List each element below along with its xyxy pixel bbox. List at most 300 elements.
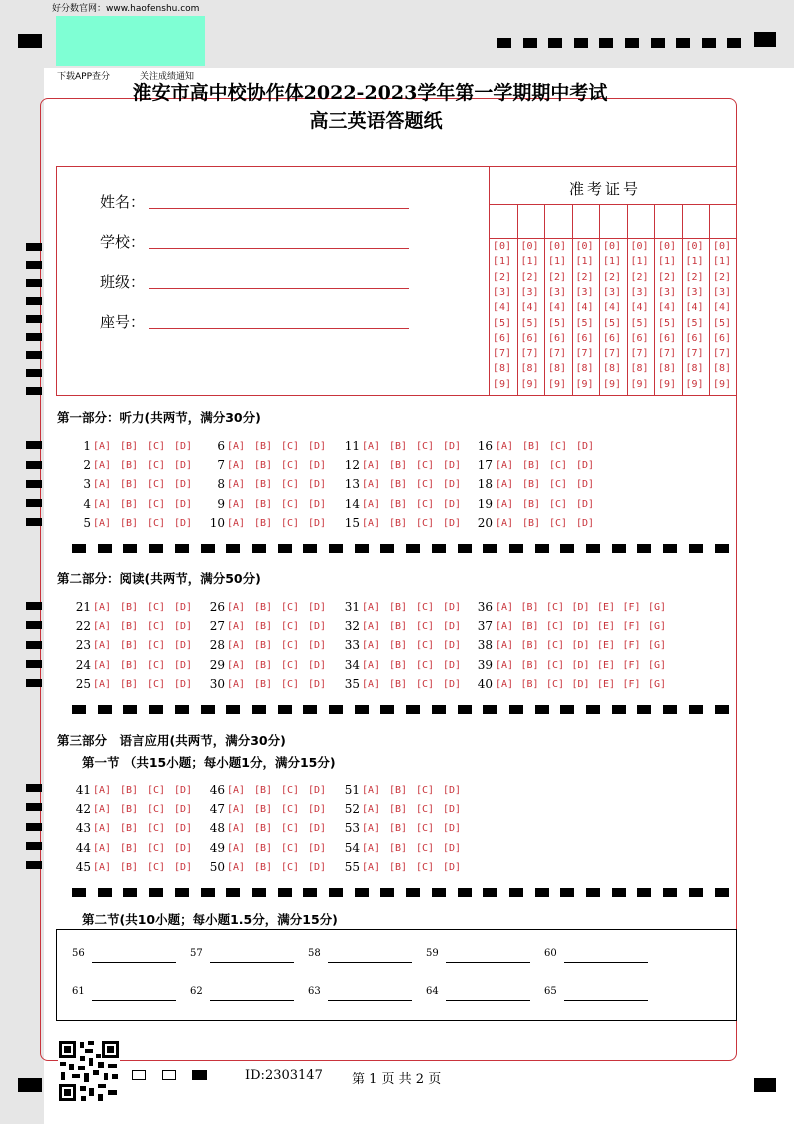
answer-bubble[interactable]: [D] — [576, 441, 595, 452]
answer-bubble[interactable]: [C] — [416, 823, 435, 835]
answer-bubble[interactable]: [D] — [443, 861, 462, 873]
answer-bubble[interactable]: [B] — [389, 678, 408, 690]
answer-bubble[interactable]: [C] — [546, 621, 565, 633]
digit-bubble[interactable]: [4] — [685, 302, 704, 314]
answer-bubble[interactable]: [A] — [362, 659, 381, 671]
digit-bubble[interactable]: [8] — [493, 363, 512, 375]
answer-bubble[interactable]: [E] — [597, 640, 616, 652]
answer-bubble[interactable]: [C] — [281, 659, 300, 671]
answer-bubble[interactable]: [C] — [416, 678, 435, 690]
answer-bubble[interactable]: [B] — [254, 441, 273, 452]
fill-answer-line[interactable] — [210, 1000, 294, 1001]
digit-bubble[interactable]: [9] — [713, 378, 732, 390]
answer-bubble[interactable]: [B] — [254, 460, 273, 472]
digit-bubble[interactable]: [2] — [630, 271, 649, 283]
answer-bubble[interactable]: [D] — [174, 441, 193, 452]
digit-bubble[interactable]: [8] — [603, 363, 622, 375]
fill-answer-line[interactable] — [210, 962, 294, 963]
answer-bubble[interactable]: [A] — [227, 861, 246, 873]
answer-bubble[interactable]: [A] — [227, 498, 246, 510]
answer-bubble[interactable]: [A] — [227, 602, 246, 613]
answer-bubble[interactable]: [B] — [120, 842, 139, 854]
answer-bubble[interactable]: [C] — [549, 441, 568, 452]
answer-bubble[interactable]: [B] — [520, 640, 539, 652]
answer-bubble[interactable]: [C] — [281, 621, 300, 633]
answer-bubble[interactable]: [B] — [389, 621, 408, 633]
answer-bubble[interactable]: [B] — [254, 621, 273, 633]
download-app-link[interactable]: 下载APP查分 — [57, 72, 111, 82]
answer-bubble[interactable]: [A] — [227, 517, 246, 529]
answer-bubble[interactable]: [C] — [147, 842, 166, 854]
answer-bubble[interactable]: [B] — [389, 460, 408, 472]
digit-bubble[interactable]: [5] — [548, 317, 567, 329]
answer-bubble[interactable]: [C] — [147, 621, 166, 633]
answer-bubble[interactable]: [B] — [389, 441, 408, 452]
answer-bubble[interactable]: [C] — [416, 517, 435, 529]
answer-bubble[interactable]: [B] — [254, 659, 273, 671]
digit-bubble[interactable]: [6] — [493, 332, 512, 344]
answer-bubble[interactable]: [A] — [362, 621, 381, 633]
answer-bubble[interactable]: [B] — [520, 621, 539, 633]
answer-bubble[interactable]: [C] — [416, 479, 435, 491]
digit-bubble[interactable]: [8] — [630, 363, 649, 375]
answer-bubble[interactable]: [C] — [147, 460, 166, 472]
digit-bubble[interactable]: [0] — [658, 241, 677, 252]
answer-bubble[interactable]: [A] — [495, 640, 514, 652]
answer-bubble[interactable]: [C] — [546, 659, 565, 671]
answer-bubble[interactable]: [C] — [549, 479, 568, 491]
answer-bubble[interactable]: [A] — [93, 861, 112, 873]
answer-bubble[interactable]: [C] — [281, 479, 300, 491]
answer-bubble[interactable]: [B] — [520, 659, 539, 671]
answer-bubble[interactable]: [A] — [93, 498, 112, 510]
digit-bubble[interactable]: [1] — [548, 256, 567, 268]
answer-bubble[interactable]: [D] — [443, 785, 462, 796]
answer-bubble[interactable]: [G] — [648, 678, 667, 690]
digit-bubble[interactable]: [3] — [603, 286, 622, 298]
answer-bubble[interactable]: [A] — [227, 640, 246, 652]
answer-bubble[interactable]: [B] — [120, 678, 139, 690]
answer-bubble[interactable]: [D] — [174, 823, 193, 835]
digit-bubble[interactable]: [5] — [520, 317, 539, 329]
answer-bubble[interactable]: [C] — [416, 640, 435, 652]
answer-bubble[interactable]: [C] — [416, 804, 435, 816]
digit-bubble[interactable]: [3] — [713, 286, 732, 298]
answer-bubble[interactable]: [D] — [576, 460, 595, 472]
digit-bubble[interactable]: [3] — [685, 286, 704, 298]
answer-bubble[interactable]: [A] — [362, 460, 381, 472]
answer-bubble[interactable]: [A] — [227, 678, 246, 690]
digit-bubble[interactable]: [2] — [658, 271, 677, 283]
answer-bubble[interactable]: [D] — [174, 460, 193, 472]
answer-bubble[interactable]: [B] — [120, 479, 139, 491]
answer-bubble[interactable]: [A] — [93, 804, 112, 816]
answer-bubble[interactable]: [C] — [147, 517, 166, 529]
answer-bubble[interactable]: [C] — [147, 441, 166, 452]
digit-bubble[interactable]: [5] — [575, 317, 594, 329]
answer-bubble[interactable]: [D] — [443, 517, 462, 529]
answer-bubble[interactable]: [D] — [443, 602, 462, 613]
answer-bubble[interactable]: [D] — [443, 479, 462, 491]
answer-bubble[interactable]: [D] — [308, 517, 327, 529]
digit-bubble[interactable]: [2] — [685, 271, 704, 283]
digit-bubble[interactable]: [3] — [575, 286, 594, 298]
answer-bubble[interactable]: [A] — [362, 804, 381, 816]
answer-bubble[interactable]: [C] — [147, 678, 166, 690]
answer-bubble[interactable]: [A] — [93, 602, 112, 613]
answer-bubble[interactable]: [D] — [174, 861, 193, 873]
answer-bubble[interactable]: [A] — [362, 498, 381, 510]
answer-bubble[interactable]: [C] — [281, 678, 300, 690]
answer-bubble[interactable]: [B] — [522, 441, 541, 452]
answer-bubble[interactable]: [A] — [93, 441, 112, 452]
digit-bubble[interactable]: [0] — [603, 241, 622, 252]
digit-bubble[interactable]: [2] — [493, 271, 512, 283]
answer-bubble[interactable]: [D] — [576, 498, 595, 510]
answer-bubble[interactable]: [A] — [362, 517, 381, 529]
digit-bubble[interactable]: [7] — [685, 348, 704, 360]
answer-bubble[interactable]: [B] — [389, 602, 408, 613]
digit-bubble[interactable]: [0] — [685, 241, 704, 252]
fill-answer-line[interactable] — [564, 962, 648, 963]
digit-bubble[interactable]: [4] — [630, 302, 649, 314]
digit-bubble[interactable]: [0] — [575, 241, 594, 252]
digit-bubble[interactable]: [3] — [548, 286, 567, 298]
answer-bubble[interactable]: [F] — [622, 640, 641, 652]
answer-bubble[interactable]: [A] — [227, 804, 246, 816]
digit-bubble[interactable]: [1] — [630, 256, 649, 268]
follow-notice-link[interactable]: 关注成绩通知 — [140, 72, 195, 82]
answer-bubble[interactable]: [D] — [443, 659, 462, 671]
answer-bubble[interactable]: [C] — [281, 602, 300, 613]
answer-bubble[interactable]: [B] — [254, 640, 273, 652]
answer-bubble[interactable]: [B] — [389, 804, 408, 816]
answer-bubble[interactable]: [B] — [389, 785, 408, 796]
answer-bubble[interactable]: [B] — [520, 602, 539, 613]
digit-bubble[interactable]: [1] — [713, 256, 732, 268]
answer-bubble[interactable]: [B] — [120, 621, 139, 633]
answer-bubble[interactable]: [C] — [549, 498, 568, 510]
answer-bubble[interactable]: [A] — [362, 678, 381, 690]
answer-bubble[interactable]: [C] — [281, 498, 300, 510]
answer-bubble[interactable]: [B] — [389, 823, 408, 835]
answer-bubble[interactable]: [C] — [546, 640, 565, 652]
digit-bubble[interactable]: [9] — [493, 378, 512, 390]
answer-bubble[interactable]: [B] — [120, 460, 139, 472]
answer-bubble[interactable]: [A] — [495, 460, 514, 472]
digit-bubble[interactable]: [8] — [520, 363, 539, 375]
answer-bubble[interactable]: [C] — [281, 785, 300, 796]
digit-bubble[interactable]: [1] — [685, 256, 704, 268]
digit-bubble[interactable]: [7] — [603, 348, 622, 360]
answer-bubble[interactable]: [B] — [389, 842, 408, 854]
answer-bubble[interactable]: [A] — [362, 602, 381, 613]
answer-bubble[interactable]: [D] — [308, 659, 327, 671]
digit-bubble[interactable]: [9] — [658, 378, 677, 390]
digit-bubble[interactable]: [8] — [575, 363, 594, 375]
digit-bubble[interactable]: [5] — [685, 317, 704, 329]
digit-bubble[interactable]: [2] — [603, 271, 622, 283]
answer-bubble[interactable]: [A] — [495, 517, 514, 529]
answer-bubble[interactable]: [A] — [227, 785, 246, 796]
answer-bubble[interactable]: [G] — [648, 621, 667, 633]
answer-bubble[interactable]: [B] — [120, 602, 139, 613]
answer-bubble[interactable]: [D] — [308, 678, 327, 690]
answer-bubble[interactable]: [C] — [281, 842, 300, 854]
digit-bubble[interactable]: [6] — [630, 332, 649, 344]
answer-bubble[interactable]: [A] — [362, 441, 381, 452]
answer-bubble[interactable]: [D] — [174, 804, 193, 816]
digit-bubble[interactable]: [6] — [713, 332, 732, 344]
digit-bubble[interactable]: [2] — [575, 271, 594, 283]
digit-bubble[interactable]: [7] — [575, 348, 594, 360]
answer-bubble[interactable]: [F] — [622, 678, 641, 690]
digit-bubble[interactable]: [0] — [630, 241, 649, 252]
answer-bubble[interactable]: [B] — [120, 517, 139, 529]
answer-bubble[interactable]: [B] — [254, 785, 273, 796]
digit-bubble[interactable]: [8] — [658, 363, 677, 375]
answer-bubble[interactable]: [A] — [93, 640, 112, 652]
answer-bubble[interactable]: [D] — [308, 498, 327, 510]
answer-bubble[interactable]: [C] — [147, 659, 166, 671]
digit-bubble[interactable]: [3] — [493, 286, 512, 298]
answer-bubble[interactable]: [D] — [443, 640, 462, 652]
answer-bubble[interactable]: [A] — [227, 659, 246, 671]
answer-bubble[interactable]: [D] — [308, 621, 327, 633]
answer-bubble[interactable]: [C] — [546, 678, 565, 690]
answer-bubble[interactable]: [D] — [571, 602, 590, 613]
answer-bubble[interactable]: [B] — [120, 659, 139, 671]
answer-bubble[interactable]: [F] — [622, 621, 641, 633]
digit-bubble[interactable]: [3] — [630, 286, 649, 298]
answer-bubble[interactable]: [B] — [389, 861, 408, 873]
digit-bubble[interactable]: [9] — [603, 378, 622, 390]
answer-bubble[interactable]: [C] — [549, 517, 568, 529]
fill-answer-line[interactable] — [328, 1000, 412, 1001]
answer-bubble[interactable]: [B] — [389, 479, 408, 491]
answer-bubble[interactable]: [D] — [174, 517, 193, 529]
answer-bubble[interactable]: [A] — [362, 861, 381, 873]
digit-bubble[interactable]: [4] — [575, 302, 594, 314]
answer-bubble[interactable]: [D] — [174, 621, 193, 633]
answer-bubble[interactable]: [A] — [495, 441, 514, 452]
answer-bubble[interactable]: [B] — [254, 479, 273, 491]
answer-bubble[interactable]: [B] — [254, 517, 273, 529]
answer-bubble[interactable]: [C] — [546, 602, 565, 613]
digit-bubble[interactable]: [2] — [713, 271, 732, 283]
answer-bubble[interactable]: [C] — [147, 498, 166, 510]
digit-bubble[interactable]: [7] — [520, 348, 539, 360]
answer-bubble[interactable]: [B] — [120, 441, 139, 452]
fill-answer-line[interactable] — [446, 962, 530, 963]
answer-bubble[interactable]: [B] — [254, 861, 273, 873]
digit-bubble[interactable]: [4] — [520, 302, 539, 314]
answer-bubble[interactable]: [C] — [281, 460, 300, 472]
answer-bubble[interactable]: [A] — [227, 823, 246, 835]
seat-input[interactable] — [149, 328, 409, 329]
digit-bubble[interactable]: [2] — [520, 271, 539, 283]
answer-bubble[interactable]: [C] — [281, 823, 300, 835]
answer-bubble[interactable]: [B] — [120, 823, 139, 835]
answer-bubble[interactable]: [A] — [495, 602, 514, 613]
answer-bubble[interactable]: [F] — [622, 602, 641, 613]
answer-bubble[interactable]: [E] — [597, 602, 616, 613]
answer-bubble[interactable]: [C] — [281, 640, 300, 652]
answer-bubble[interactable]: [A] — [495, 659, 514, 671]
answer-bubble[interactable]: [D] — [174, 659, 193, 671]
answer-bubble[interactable]: [C] — [416, 861, 435, 873]
class-input[interactable] — [149, 288, 409, 289]
answer-bubble[interactable]: [D] — [174, 678, 193, 690]
answer-bubble[interactable]: [D] — [174, 640, 193, 652]
answer-bubble[interactable]: [A] — [495, 479, 514, 491]
digit-bubble[interactable]: [1] — [658, 256, 677, 268]
digit-bubble[interactable]: [2] — [548, 271, 567, 283]
answer-bubble[interactable]: [C] — [416, 785, 435, 796]
answer-bubble[interactable]: [D] — [443, 842, 462, 854]
answer-bubble[interactable]: [C] — [147, 640, 166, 652]
answer-bubble[interactable]: [A] — [227, 441, 246, 452]
digit-bubble[interactable]: [9] — [520, 378, 539, 390]
answer-bubble[interactable]: [D] — [443, 460, 462, 472]
answer-bubble[interactable]: [A] — [227, 842, 246, 854]
answer-bubble[interactable]: [C] — [281, 441, 300, 452]
fill-answer-line[interactable] — [92, 1000, 176, 1001]
answer-bubble[interactable]: [A] — [227, 621, 246, 633]
digit-bubble[interactable]: [5] — [493, 317, 512, 329]
answer-bubble[interactable]: [D] — [308, 785, 327, 796]
digit-bubble[interactable]: [8] — [713, 363, 732, 375]
answer-bubble[interactable]: [F] — [622, 659, 641, 671]
answer-bubble[interactable]: [A] — [495, 678, 514, 690]
answer-bubble[interactable]: [B] — [389, 517, 408, 529]
digit-bubble[interactable]: [3] — [520, 286, 539, 298]
answer-bubble[interactable]: [D] — [443, 621, 462, 633]
fill-answer-line[interactable] — [328, 962, 412, 963]
answer-bubble[interactable]: [A] — [362, 842, 381, 854]
fill-answer-line[interactable] — [564, 1000, 648, 1001]
digit-bubble[interactable]: [8] — [548, 363, 567, 375]
digit-bubble[interactable]: [7] — [493, 348, 512, 360]
digit-bubble[interactable]: [1] — [575, 256, 594, 268]
answer-bubble[interactable]: [C] — [416, 460, 435, 472]
answer-bubble[interactable]: [D] — [174, 785, 193, 796]
digit-bubble[interactable]: [1] — [493, 256, 512, 268]
answer-bubble[interactable]: [B] — [522, 517, 541, 529]
digit-bubble[interactable]: [4] — [658, 302, 677, 314]
answer-bubble[interactable]: [D] — [308, 640, 327, 652]
answer-bubble[interactable]: [C] — [281, 861, 300, 873]
digit-bubble[interactable]: [6] — [548, 332, 567, 344]
answer-bubble[interactable]: [B] — [522, 479, 541, 491]
answer-bubble[interactable]: [D] — [443, 441, 462, 452]
answer-bubble[interactable]: [D] — [308, 842, 327, 854]
answer-bubble[interactable]: [B] — [254, 842, 273, 854]
digit-bubble[interactable]: [0] — [493, 241, 512, 252]
digit-bubble[interactable]: [7] — [658, 348, 677, 360]
answer-bubble[interactable]: [B] — [522, 460, 541, 472]
answer-bubble[interactable]: [D] — [308, 441, 327, 452]
answer-bubble[interactable]: [A] — [93, 621, 112, 633]
answer-bubble[interactable]: [D] — [174, 479, 193, 491]
digit-bubble[interactable]: [4] — [713, 302, 732, 314]
answer-bubble[interactable]: [D] — [308, 861, 327, 873]
answer-bubble[interactable]: [A] — [93, 479, 112, 491]
digit-bubble[interactable]: [4] — [603, 302, 622, 314]
answer-bubble[interactable]: [B] — [120, 785, 139, 796]
answer-bubble[interactable]: [C] — [549, 460, 568, 472]
digit-bubble[interactable]: [8] — [685, 363, 704, 375]
digit-bubble[interactable]: [7] — [713, 348, 732, 360]
answer-bubble[interactable]: [D] — [576, 517, 595, 529]
fill-answer-line[interactable] — [446, 1000, 530, 1001]
digit-bubble[interactable]: [5] — [658, 317, 677, 329]
answer-bubble[interactable]: [B] — [120, 861, 139, 873]
answer-bubble[interactable]: [D] — [443, 498, 462, 510]
digit-bubble[interactable]: [5] — [630, 317, 649, 329]
digit-bubble[interactable]: [5] — [713, 317, 732, 329]
answer-bubble[interactable]: [A] — [362, 640, 381, 652]
digit-bubble[interactable]: [0] — [520, 241, 539, 252]
answer-bubble[interactable]: [D] — [308, 460, 327, 472]
answer-bubble[interactable]: [D] — [308, 804, 327, 816]
answer-bubble[interactable]: [B] — [254, 678, 273, 690]
digit-bubble[interactable]: [1] — [520, 256, 539, 268]
answer-bubble[interactable]: [D] — [571, 659, 590, 671]
digit-bubble[interactable]: [6] — [520, 332, 539, 344]
digit-bubble[interactable]: [1] — [603, 256, 622, 268]
digit-bubble[interactable]: [6] — [685, 332, 704, 344]
answer-bubble[interactable]: [B] — [522, 498, 541, 510]
answer-bubble[interactable]: [C] — [416, 602, 435, 613]
answer-bubble[interactable]: [A] — [93, 842, 112, 854]
digit-bubble[interactable]: [0] — [548, 241, 567, 252]
digit-bubble[interactable]: [4] — [493, 302, 512, 314]
answer-bubble[interactable]: [B] — [120, 498, 139, 510]
digit-bubble[interactable]: [9] — [548, 378, 567, 390]
answer-bubble[interactable]: [C] — [416, 842, 435, 854]
digit-bubble[interactable]: [7] — [548, 348, 567, 360]
answer-bubble[interactable]: [A] — [93, 785, 112, 796]
answer-bubble[interactable]: [A] — [93, 517, 112, 529]
answer-bubble[interactable]: [A] — [362, 823, 381, 835]
answer-bubble[interactable]: [D] — [576, 479, 595, 491]
answer-bubble[interactable]: [E] — [597, 621, 616, 633]
answer-bubble[interactable]: [G] — [648, 659, 667, 671]
answer-bubble[interactable]: [D] — [308, 602, 327, 613]
answer-bubble[interactable]: [A] — [495, 498, 514, 510]
digit-bubble[interactable]: [4] — [548, 302, 567, 314]
answer-bubble[interactable]: [D] — [174, 842, 193, 854]
answer-bubble[interactable]: [D] — [174, 602, 193, 613]
answer-bubble[interactable]: [A] — [362, 479, 381, 491]
answer-bubble[interactable]: [C] — [147, 861, 166, 873]
answer-bubble[interactable]: [A] — [93, 678, 112, 690]
answer-bubble[interactable]: [B] — [254, 823, 273, 835]
answer-bubble[interactable]: [D] — [571, 678, 590, 690]
digit-bubble[interactable]: [6] — [603, 332, 622, 344]
answer-bubble[interactable]: [A] — [362, 785, 381, 796]
answer-bubble[interactable]: [C] — [147, 804, 166, 816]
digit-bubble[interactable]: [3] — [658, 286, 677, 298]
answer-bubble[interactable]: [C] — [416, 621, 435, 633]
answer-bubble[interactable]: [B] — [254, 804, 273, 816]
answer-bubble[interactable]: [C] — [147, 785, 166, 796]
answer-bubble[interactable]: [B] — [254, 498, 273, 510]
answer-bubble[interactable]: [D] — [308, 479, 327, 491]
answer-bubble[interactable]: [C] — [416, 441, 435, 452]
answer-bubble[interactable]: [D] — [443, 804, 462, 816]
